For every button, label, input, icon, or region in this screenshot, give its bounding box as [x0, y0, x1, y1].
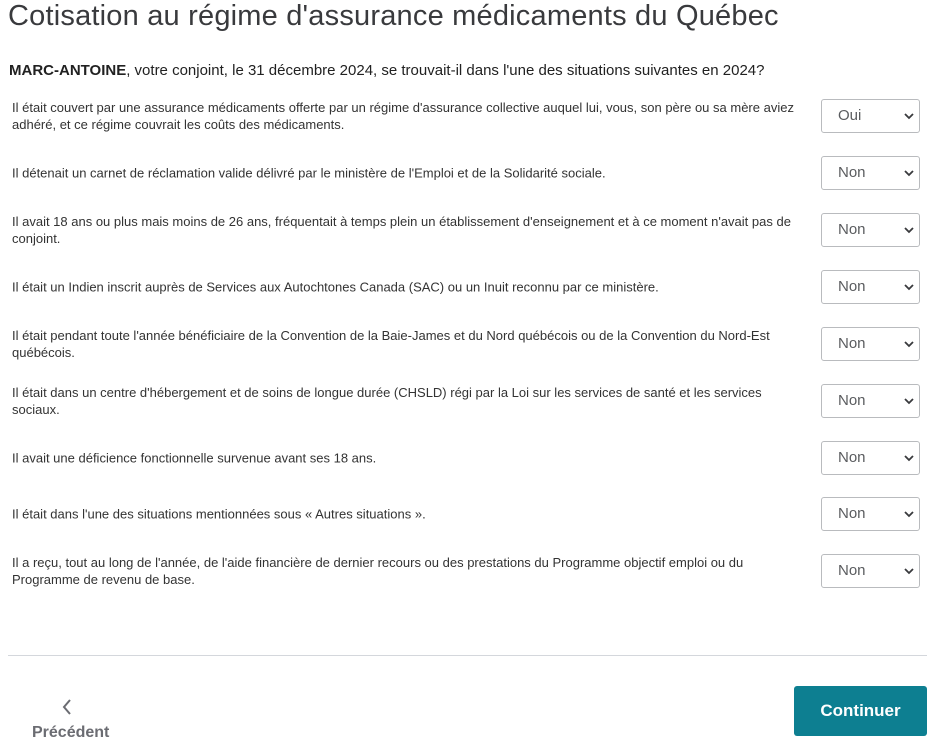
- question-row-claim-booklet: [12, 156, 920, 190]
- spouse-name: MARC-ANTOINE: [9, 62, 127, 79]
- select-value: Non: [838, 221, 866, 238]
- select-value: Non: [838, 449, 866, 466]
- question-row-indigenous: [12, 270, 920, 304]
- select-value: Non: [838, 335, 866, 352]
- answer-select-james-bay-convention[interactable]: [821, 327, 920, 361]
- chevron-left-icon: [61, 698, 73, 716]
- continue-button[interactable]: Continuer: [794, 686, 927, 736]
- answer-select-indigenous[interactable]: [821, 270, 920, 304]
- question-row-other-situations: [12, 497, 920, 531]
- question-text: Il était dans un centre d'hébergement et de soins de longue durée (CHSLD) régi par la Loi sur les services de santé et les services sociaux.: [12, 385, 762, 417]
- chevron-down-icon: [904, 566, 914, 576]
- answer-select-group-insurance[interactable]: [821, 99, 920, 133]
- back-button[interactable]: [24, 696, 124, 744]
- question-text: Il était un Indien inscrit auprès de Services aux Autochtones Canada (SAC) ou un Inuit reconnu par ce ministère.: [12, 279, 659, 295]
- answer-select-chsld[interactable]: [821, 384, 920, 418]
- chevron-down-icon: [904, 453, 914, 463]
- chevron-down-icon: [904, 509, 914, 519]
- question-row-financial-aid: [12, 554, 920, 588]
- select-value: Non: [838, 562, 866, 579]
- question-row-functional-impairment: [12, 441, 920, 475]
- question-text: Il était pendant toute l'année bénéficiaire de la Convention de la Baie-James et du Nord québécois ou de la Convention du Nord-Est québécois.: [12, 328, 770, 360]
- chevron-down-icon: [904, 339, 914, 349]
- select-value: Non: [838, 505, 866, 522]
- select-value: Non: [838, 392, 866, 409]
- question-text: Il avait 18 ans ou plus mais moins de 26 ans, fréquentait à temps plein un établissement d'enseignement et à ce moment n'avait pas de conjoint.: [12, 214, 791, 246]
- answer-select-other-situations[interactable]: [821, 497, 920, 531]
- answer-select-financial-aid[interactable]: [821, 554, 920, 588]
- question-row-student: [12, 213, 920, 247]
- question-text: Il détenait un carnet de réclamation valide délivré par le ministère de l'Emploi et de la Solidarité sociale.: [12, 165, 606, 181]
- select-value: Non: [838, 278, 866, 295]
- intro-question: [9, 62, 764, 79]
- intro-text: , votre conjoint, le 31 décembre 2024, se trouvait-il dans l'une des situations suivantes en 2024?: [126, 62, 765, 79]
- question-text: Il avait une déficience fonctionnelle survenue avant ses 18 ans.: [12, 450, 377, 466]
- answer-select-student[interactable]: [821, 213, 920, 247]
- page-title: Cotisation au régime d'assurance médicaments du Québec: [8, 0, 779, 32]
- question-row-james-bay-convention: [12, 327, 920, 361]
- question-row-chsld: [12, 384, 920, 418]
- footer-divider: [8, 655, 927, 656]
- chevron-down-icon: [904, 282, 914, 292]
- question-text: Il était dans l'une des situations mentionnées sous « Autres situations ».: [12, 506, 426, 522]
- chevron-down-icon: [904, 111, 914, 121]
- question-row-group-insurance: [12, 99, 920, 133]
- question-text: Il était couvert par une assurance médicaments offerte par un régime d'assurance collective auquel lui, vous, son père ou sa mère aviez adhéré, et ce régime couvrait les coûts des médicaments.: [12, 100, 794, 132]
- chevron-down-icon: [904, 168, 914, 178]
- select-value: Oui: [838, 107, 862, 124]
- answer-select-functional-impairment[interactable]: [821, 441, 920, 475]
- answer-select-claim-booklet[interactable]: [821, 156, 920, 190]
- select-value: Non: [838, 164, 866, 181]
- chevron-down-icon: [904, 396, 914, 406]
- back-button-label: Précédent: [32, 724, 110, 741]
- question-text: Il a reçu, tout au long de l'année, de l'aide financière de dernier recours ou des prestations du Programme objectif emploi ou du Programme de revenu de base.: [12, 555, 744, 587]
- chevron-down-icon: [904, 225, 914, 235]
